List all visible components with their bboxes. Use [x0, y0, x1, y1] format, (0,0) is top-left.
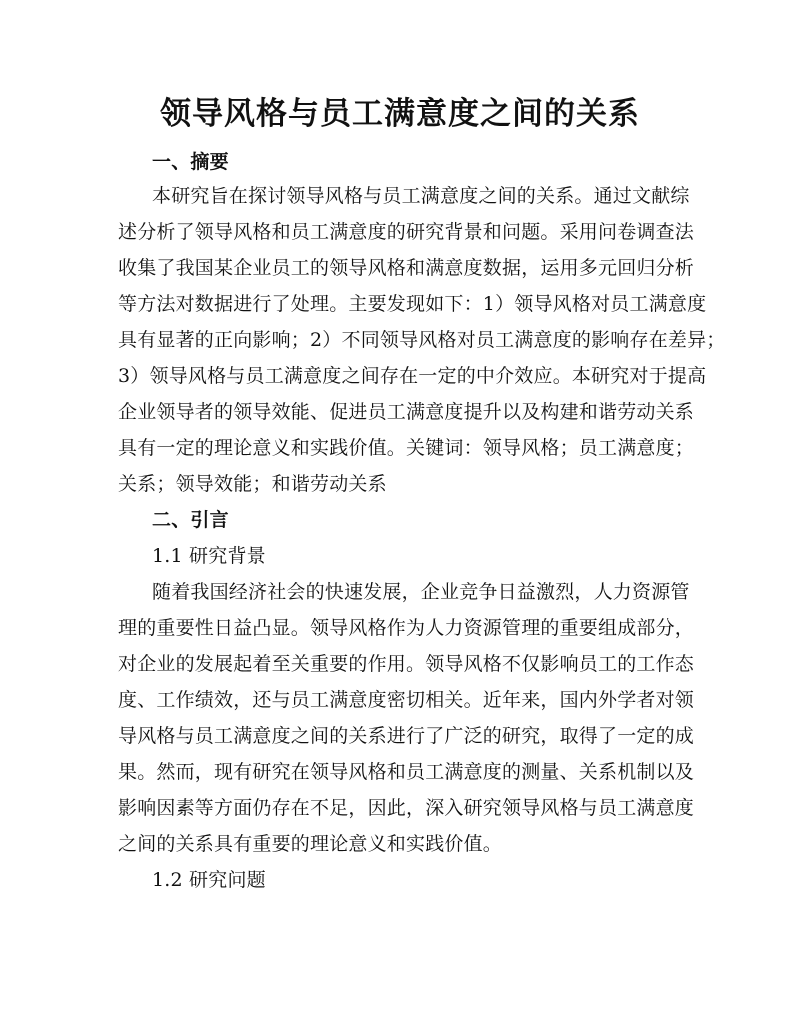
background-line: 影响因素等方面仍存在不足，因此，深入研究领导风格与员工满意度 [118, 797, 695, 819]
abstract-line: 收集了我国某企业员工的领导风格和满意度数据，运用多元回归分析 [118, 257, 695, 279]
abstract-line: 具有一定的理论意义和实践价值。关键词：领导风格；员工满意度； [118, 437, 695, 459]
abstract-line: 具有显著的正向影响；2）不同领导风格对员工满意度的影响存在差异； [118, 329, 726, 351]
abstract-line: 企业领导者的领导效能、促进员工满意度提升以及构建和谐劳动关系 [118, 401, 695, 423]
background-line: 之间的关系具有重要的理论意义和实践价值。 [118, 833, 503, 855]
abstract-line: 3）领导风格与员工满意度之间存在一定的中介效应。本研究对于提高 [118, 365, 707, 387]
background-line: 导风格与员工满意度之间的关系进行了广泛的研究，取得了一定的成 [118, 725, 695, 747]
subsection-heading-2: 1.2 研究问题 [152, 869, 266, 891]
abstract-heading: 一、摘要 [152, 151, 229, 173]
introduction-heading: 二、引言 [152, 509, 229, 531]
background-line: 对企业的发展起着至关重要的作用。领导风格不仅影响员工的工作态 [118, 653, 695, 675]
background-line: 理的重要性日益凸显。领导风格作为人力资源管理的重要组成部分， [118, 617, 695, 639]
document-title: 领导风格与员工满意度之间的关系 [160, 96, 640, 132]
abstract-line: 本研究旨在探讨领导风格与员工满意度之间的关系。通过文献综 [152, 185, 690, 207]
subsection-heading-1: 1.1 研究背景 [152, 545, 266, 567]
background-line: 果。然而，现有研究在领导风格和员工满意度的测量、关系机制以及 [118, 761, 695, 783]
abstract-line: 等方法对数据进行了处理。主要发现如下：1）领导风格对员工满意度 [118, 293, 707, 315]
background-line: 随着我国经济社会的快速发展，企业竞争日益激烈，人力资源管 [152, 581, 690, 603]
abstract-line: 述分析了领导风格和员工满意度的研究背景和问题。采用问卷调查法 [118, 221, 695, 243]
abstract-line: 关系；领导效能；和谐劳动关系 [118, 473, 387, 495]
background-line: 度、工作绩效，还与员工满意度密切相关。近年来，国内外学者对领 [118, 689, 695, 711]
